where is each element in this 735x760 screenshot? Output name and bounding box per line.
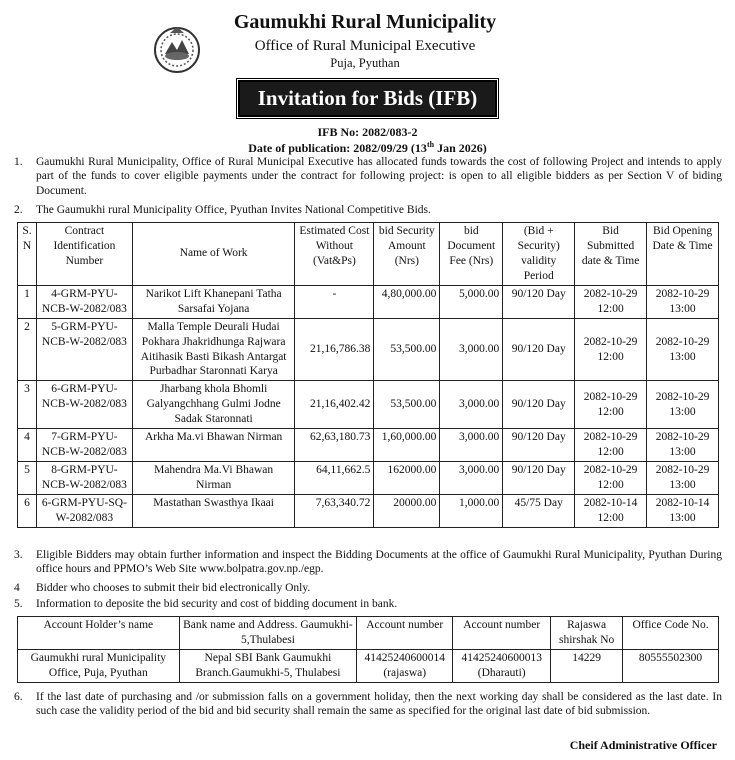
- table-cell: 8-GRM-PYU-NCB-W-2082/083: [36, 462, 132, 495]
- account-table: [17, 616, 719, 683]
- col-holder: Account Holder’s name: [18, 617, 180, 650]
- table-cell: 2082-10-29 13:00: [647, 285, 719, 318]
- table-cell: 4-GRM-PYU-NCB-W-2082/083: [36, 285, 132, 318]
- table-cell: 3,000.00: [440, 318, 503, 381]
- table-cell: 2082-10-29 12:00: [575, 429, 647, 462]
- table-cell: 1,60,000.00: [374, 429, 440, 462]
- paragraph-3: 3. Eligible Bidders may obtain further information and inspect the Bidding Documents at the office of Gaumukhi Rural Municipality, Pyuthan During office hours and PPMO’s Web Site www.bolpatra.gov.np./egp.: [14, 549, 722, 576]
- table-cell: -: [295, 285, 374, 318]
- col-work: Name of Work: [132, 223, 295, 286]
- table-cell: 80555502300: [623, 649, 719, 682]
- table-cell: 3,000.00: [440, 381, 503, 429]
- publication-date: Date of publication: 2082/09/29 (13th Jan 2026): [248, 140, 487, 155]
- table-cell: 3,000.00: [440, 429, 503, 462]
- table-cell: 2082-10-29 13:00: [647, 429, 719, 462]
- col-validity: (Bid + Security) validity Period: [503, 223, 575, 286]
- col-rajaswa: Rajaswa shirshak No: [551, 617, 623, 650]
- col-account-1: Account number: [357, 617, 453, 650]
- table-cell: 5,000.00: [440, 285, 503, 318]
- table-cell: 1: [18, 285, 37, 318]
- col-estimate: Estimated Cost Without (Vat&Ps): [295, 223, 374, 286]
- col-sn: S. N: [18, 223, 37, 286]
- account-row: [18, 649, 719, 682]
- paragraph-1: 1. Gaumukhi Rural Municipality, Office of Rural Municipal Executive has allocated funds towards the cost of following Project and intends to apply part of the funds to cover eligible payments under the contract for following project: is open to all eligible bidders as per Section V of biding Document.: [14, 156, 722, 197]
- paragraph-4: 4 Bidder who chooses to submit their bid electronically Only.: [14, 582, 311, 594]
- col-office-code: Office Code No.: [623, 617, 719, 650]
- table-row: [18, 381, 719, 429]
- table-row: [18, 462, 719, 495]
- table-cell: 2082-10-29 12:00: [575, 318, 647, 381]
- table-row: [18, 429, 719, 462]
- nepal-emblem-icon: [152, 24, 202, 74]
- account-header-row: [18, 617, 719, 650]
- ifb-number: IFB No: 2082/083-2: [317, 125, 418, 139]
- table-cell: 20000.00: [374, 494, 440, 527]
- table-row: [18, 318, 719, 381]
- letterhead: [0, 10, 735, 76]
- table-cell: 2: [18, 318, 37, 381]
- col-opening: Bid Opening Date & Time: [647, 223, 719, 286]
- col-bank: Bank name and Address. Gaumukhi-5,Thulabesi: [179, 617, 357, 650]
- col-account-2: Account number: [453, 617, 551, 650]
- table-cell: 2082-10-14 12:00: [575, 494, 647, 527]
- table-cell: 21,16,786.38: [295, 318, 374, 381]
- table-cell: 5: [18, 462, 37, 495]
- col-contract: Contract Identification Number: [36, 223, 132, 286]
- table-cell: 41425240600014 (rajaswa): [357, 649, 453, 682]
- table-cell: 53,500.00: [374, 381, 440, 429]
- table-cell: 62,63,180.73: [295, 429, 374, 462]
- office-name: Office of Rural Municipal Executive: [254, 38, 476, 54]
- table-cell: Mahendra Ma.Vi Bhawan Nirman: [132, 462, 295, 495]
- table-cell: Mastathan Swasthya Ikaai: [132, 494, 295, 527]
- table-cell: 45/75 Day: [503, 494, 575, 527]
- table-cell: 53,500.00: [374, 318, 440, 381]
- bid-table: [17, 222, 719, 528]
- table-cell: 64,11,662.5: [295, 462, 374, 495]
- table-cell: 90/120 Day: [503, 285, 575, 318]
- notice-heading: Invitation for Bids (IFB): [238, 80, 497, 117]
- table-cell: 4: [18, 429, 37, 462]
- table-header-row: [18, 223, 719, 286]
- table-cell: 90/120 Day: [503, 462, 575, 495]
- table-cell: 2082-10-29 13:00: [647, 462, 719, 495]
- col-security: bid Security Amount (Nrs): [374, 223, 440, 286]
- table-cell: 14229: [551, 649, 623, 682]
- table-row: [18, 494, 719, 527]
- table-cell: 90/120 Day: [503, 318, 575, 381]
- table-cell: 90/120 Day: [503, 429, 575, 462]
- table-cell: 6: [18, 494, 37, 527]
- office-location: Puja, Pyuthan: [330, 56, 400, 70]
- col-fee: bid Document Fee (Nrs): [440, 223, 503, 286]
- table-cell: 5-GRM-PYU-NCB-W-2082/083: [36, 318, 132, 381]
- table-cell: 3: [18, 381, 37, 429]
- table-cell: 21,16,402.42: [295, 381, 374, 429]
- table-cell: 2082-10-29 12:00: [575, 381, 647, 429]
- table-cell: Jharbang khola Bhomli Galyangchhang Gulmi Jodne Sadak Staronnati: [132, 381, 295, 429]
- table-cell: 2082-10-29 13:00: [647, 318, 719, 381]
- table-cell: Nepal SBI Bank Gaumukhi Branch.Gaumukhi-5, Thulabesi: [179, 649, 357, 682]
- table-cell: 162000.00: [374, 462, 440, 495]
- table-cell: Narikot Lift Khanepani Tatha Sarsafai Yojana: [132, 285, 295, 318]
- paragraph-6: 6. If the last date of purchasing and /or submission falls on a government holiday, then the next working day shall be considered as the last date. In such case the validity period of the bid and bid security shall remain the same as specified for the original last date of bid submission.: [14, 691, 722, 718]
- table-cell: Arkha Ma.vi Bhawan Nirman: [132, 429, 295, 462]
- table-cell: Gaumukhi rural Municipality Office, Puja, Pyuthan: [18, 649, 180, 682]
- table-cell: Malla Temple Deurali Hudai Pokhara Jhakridhunga Rajwara Aitihasik Basti Bikash Antargat Purbadhar Staronnati Karya: [132, 318, 295, 381]
- table-cell: 1,000.00: [440, 494, 503, 527]
- table-cell: 4,80,000.00: [374, 285, 440, 318]
- table-cell: 2082-10-29 12:00: [575, 462, 647, 495]
- table-cell: 6-GRM-PYU-NCB-W-2082/083: [36, 381, 132, 429]
- table-row: [18, 285, 719, 318]
- paragraph-5: 5. Information to deposite the bid security and cost of bidding document in bank.: [14, 598, 398, 610]
- table-cell: 7,63,340.72: [295, 494, 374, 527]
- paragraph-2: 2. The Gaumukhi rural Municipality Office, Pyuthan Invites National Competitive Bids.: [14, 204, 431, 216]
- table-cell: 90/120 Day: [503, 381, 575, 429]
- table-cell: 7-GRM-PYU-NCB-W-2082/083: [36, 429, 132, 462]
- municipality-title: Gaumukhi Rural Municipality: [233, 11, 497, 33]
- table-cell: 6-GRM-PYU-SQ-W-2082/083: [36, 494, 132, 527]
- col-submitted: Bid Submitted date & Time: [575, 223, 647, 286]
- table-cell: 3,000.00: [440, 462, 503, 495]
- table-cell: 2082-10-14 13:00: [647, 494, 719, 527]
- signatory-title: Cheif Administrative Officer: [569, 738, 717, 752]
- table-cell: 2082-10-29 13:00: [647, 381, 719, 429]
- table-cell: 41425240600013 (Dharauti): [453, 649, 551, 682]
- table-cell: 2082-10-29 12:00: [575, 285, 647, 318]
